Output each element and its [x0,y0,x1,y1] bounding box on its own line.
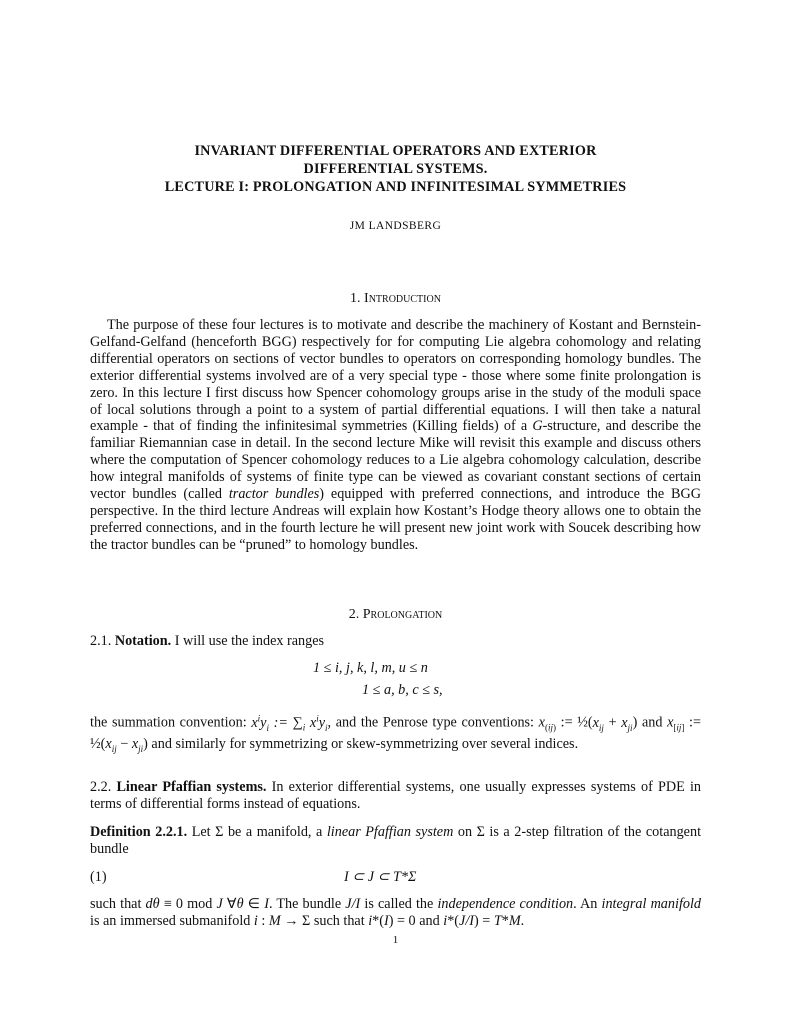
tractor-bundles-term: tractor bundles [228,486,320,503]
section-2-title: Prolongation [362,607,443,622]
subsection-2-1: 2.1. Notation. I will use the index ranges [90,633,325,649]
title-line-1: INVARIANT DIFFERENTIAL OPERATORS AND EXTERIOR [194,143,597,159]
subsection-2-2-title: Linear Pfaffian systems. [116,779,267,795]
introduction-paragraph: The purpose of these four lectures is to motivate and describe the machinery of Kostant and Bernstein-Gelfand-Gelfand (henceforth BGG) respectively for for computing Lie algebra cohomology and relating differential operators on sections of vector bundles to operators on corresponding homology bundles. The exterior differential systems involved are of a very special type - those where some finite prolongation is zero. In this lecture I first discuss how Spencer cohomology groups arise in the study of the moduli space of local solutions through a point to a system of partial differential equations. I will then take a natural example - that of finding the infinitesimal symmetries (Killing fields) of a G-structure, and describe the familiar Riemannian case in detail. In the second lecture Mike will revisit this example and discuss others where the computation of Spencer cohomology reduces to a Lie algebra cohomology calculation, describe how integral manifolds of systems of finite type can be viewed as covariant constant sections of certain vector bundles (called tractor bundles) equipped with preferred connections, and introduce the BGG perspective. In the third lecture Andreas will explain how Kostant’s Hodge theory allows one to obtain the preferred connections, and in the fourth lecture he will present new joint work with Soucek describing how the tractor bundles can be “pruned” to homology bundles. [90,317,702,553]
section-2-number: 2. [348,607,360,622]
section-1-title: Introduction [364,291,441,306]
section-1-number: 1. [350,291,361,306]
index-range-1: 1 ≤ i, j, k, l, m, u ≤ n [313,660,428,676]
independence-condition-text: such that dθ ≡ 0 mod J ∀θ ∈ I. The bundle J/I is called the independence condition. An integral manifold is an immersed submanifold i : M → Σ such that i*(I) = 0 and i*(J/I) = T*M. [90,896,702,929]
title-line-3: LECTURE I: PROLONGATION AND INFINITESIMAL SYMMETRIES [164,179,627,195]
section-2-heading [0,607,791,623]
page-number: 1 [392,934,399,946]
index-range-2: 1 ≤ a, b, c ≤ s, [362,682,443,698]
summation-convention-text: the summation convention: $x^iy_i$ := $\sum_i$ $x^iy_i$, and the Penrose type conventions: $x_{(ij)}$ := $\frac{1}{2}(x_{ij} + x_{ji})$ and $x_{[ij]}$ := $\frac{1}{2}(x_{ij} - x_{ji})$ and similarly for symmetrizing or skew-symmetrizing over several indices. [90,713,701,755]
equation-1-number: (1) [90,869,107,885]
subsection-2-2: 2.2. Linear Pfaffian systems. In exterior differential systems, one usually expresses systems of PDE in terms of differential forms instead of equations. [90,779,702,812]
section-1-heading [0,291,791,307]
author-name: JM LANDSBERG [349,220,442,232]
paper-title [60,142,731,196]
definition-2-2-1: Definition 2.2.1. Let Σ be a manifold, a linear Pfaffian system on Σ is a 2-step filtration of the cotangent bundle [90,824,702,857]
subsection-2-1-title: Notation. [114,633,172,649]
equation-1: I ⊂ J ⊂ T*Σ [344,869,417,885]
definition-label: Definition 2.2.1. [90,824,188,840]
title-line-2: DIFFERENTIAL SYSTEMS. [303,161,488,177]
